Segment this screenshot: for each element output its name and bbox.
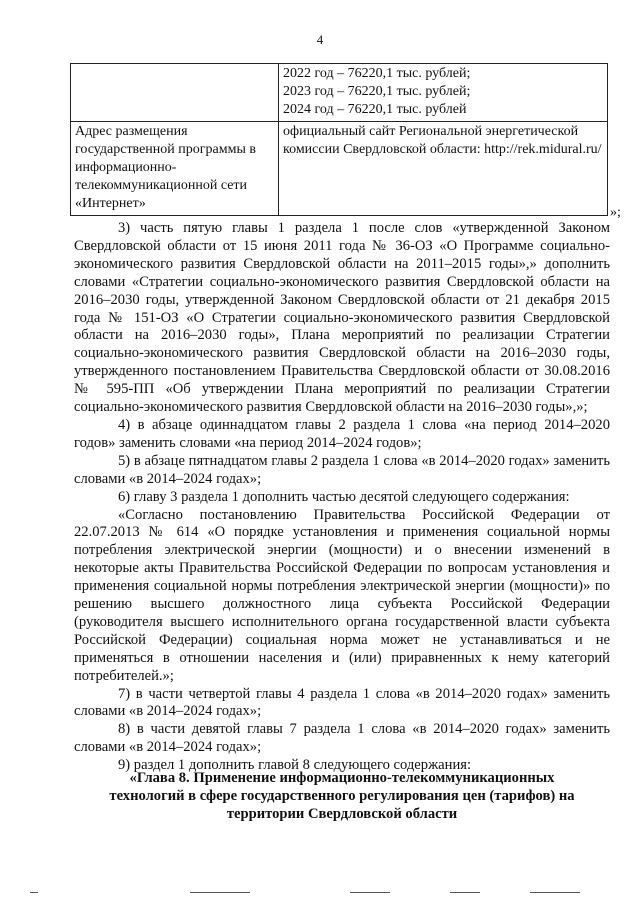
amendment-text — [74, 220, 610, 775]
chapter-heading — [74, 770, 610, 824]
funding-line-2024: 2024 год – 76220,1 тыс. рублей — [283, 102, 467, 117]
table-row — [71, 64, 608, 122]
paragraph-quoted-part: «Согласно постановлению Правительства Российской Федерации от 22.07.2013 № 614 «О порядке установления и применения социальной нормы потребления электрической энергии (мощности) и о внесении изменений в некоторые акты Правительства Российской Федерации по вопросам установления и применения социальной нормы потребления электрической энергии (мощности)» по решению высшего должностного лица субъекта Российской Федерации (руководителя высшего исполнительного органа государственной власти субъекта Российской Федерации) социальная норма может не устанавливаться и не применяться в отношении населения и (или) приравненных к нему категорий потребителей.»; — [74, 506, 610, 684]
paragraph-item-8: 8) в части девятой главы 7 раздела 1 слова «в 2014–2020 годах» заменить словами «в 2014–2024 годах»; — [74, 721, 610, 756]
funding-cell — [279, 64, 608, 122]
table-cell-empty — [71, 64, 279, 122]
funding-line-2023: 2023 год – 76220,1 тыс. рублей; — [283, 84, 471, 99]
paragraph-item-4: 4) в абзаце одиннадцатом главы 2 раздела 1 слова «на период 2014–2020 годов» заменить словами «на период 2014–2024 годов»; — [74, 416, 610, 451]
address-label-cell: Адрес размещения государственной программы в информационно-телекоммуникационной сети «Интернет» — [71, 122, 279, 216]
page-number: 4 — [316, 32, 324, 47]
paragraph-item-6: 6) главу 3 раздела 1 дополнить частью десятой следующего содержания: — [118, 488, 570, 505]
program-passport-table — [70, 63, 608, 216]
paragraph-item-3: 3) часть пятую главы 1 раздела 1 после слов «утвержденной Законом Свердловской области от 15 июня 2011 года № 36-ОЗ «О Программе социально-экономического развития Свердловской области на 2011–2015 годы»,» дополнить словами «Стратегии социально-экономического развития Свердловской области на 2016–2030 годы, утвержденной Законом Свердловской области от 21 декабря 2015 года № 151-ОЗ «О Стратегии социально-экономического развития Свердловской области на 2016–2030 годы», Плана мероприятий по реализации Стратегии социально-экономического развития Свердловской области на 2016–2030 годы, утвержденного постановлением Правительства Свердловской области от 30.08.2016 № 595-ПП «Об утверждении Плана мероприятий по реализации Стратегии социально-экономического развития Свердловской области на 2016–2030 годы»,»; — [74, 220, 610, 416]
paragraph-item-9: 9) раздел 1 дополнить главой 8 следующего содержания: — [118, 757, 472, 774]
paragraph-item-5: 5) в абзаце пятнадцатом главы 2 раздела 1 слова «в 2014–2020 годах» заменить словами «в 2014–2024 годах»; — [74, 452, 610, 487]
chapter-heading-line: «Глава 8. Применение информационно-телекоммуникационных — [129, 770, 555, 786]
funding-line-2022: 2022 год – 76220,1 тыс. рублей; — [283, 66, 471, 81]
scan-artifacts — [30, 889, 620, 897]
paragraph-item-7: 7) в части четвертой главы 4 раздела 1 слова «в 2014–2020 годах» заменить словами «в 2014–2024 годах»; — [74, 685, 610, 720]
chapter-heading-line: технологий в сфере государственного регулирования цен (тарифов) на — [109, 787, 575, 804]
table-row — [71, 122, 608, 216]
closing-quote-mark: »; — [610, 205, 621, 220]
chapter-heading-line: территории Свердловской области — [226, 805, 458, 822]
address-value-cell: официальный сайт Региональной энергетической комиссии Свердловской области: http://rek.midural.ru/ — [279, 122, 608, 216]
